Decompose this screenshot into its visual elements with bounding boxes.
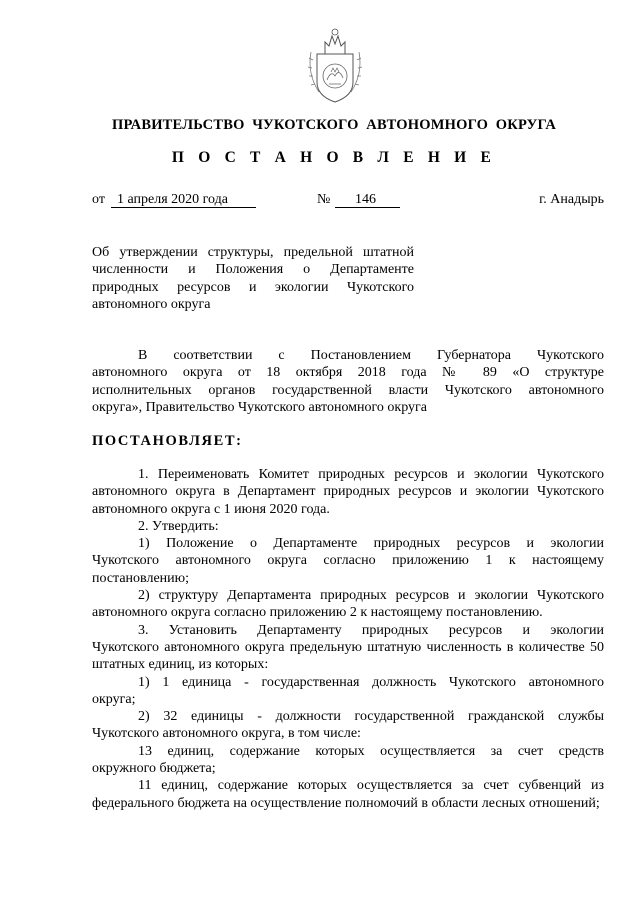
paragraph-text: федерального бюджета на осуществление полномочий в области лесных отношений; bbox=[92, 795, 600, 811]
preamble-line: исполнительных органов государственной власти Чукотского автономного bbox=[92, 382, 604, 398]
paragraph-first-line: 13 единиц, содержание которых осуществляется за счет средств bbox=[138, 743, 604, 759]
paragraph-text: округа; bbox=[92, 691, 136, 707]
paragraph-text: окружного бюджета; bbox=[92, 761, 216, 777]
paragraph-first-line: 2) 32 единицы - должности государственной гражданской службы bbox=[138, 709, 604, 725]
paragraph-first-line: 1) 1 единица - государственная должность Чукотского автономного bbox=[138, 674, 604, 690]
coat-of-arms-emblem bbox=[305, 24, 365, 106]
document-meta-row bbox=[92, 192, 604, 212]
subject-line: Об утверждении структуры, предельной штатной bbox=[92, 245, 414, 260]
paragraph-first-line: 1) Положение о Департаменте природных ресурсов и экологии bbox=[138, 536, 604, 552]
subject-line: природных ресурсов и экологии Чукотского bbox=[92, 279, 414, 295]
preamble-line: автономного округа от 18 октября 2018 года № 89 «О структуре bbox=[92, 365, 604, 381]
resolution-body bbox=[92, 466, 604, 812]
subject-line: численности и Положения о Департаменте bbox=[92, 262, 414, 278]
paragraph-first-line: 11 единиц, содержание которых осуществляется за счет субвенций из bbox=[138, 778, 604, 794]
document-type-heading: П О С Т А Н О В Л Е Н И Е bbox=[171, 149, 497, 166]
paragraph-first-line: 1. Переименовать Комитет природных ресурсов и экологии Чукотского bbox=[138, 467, 604, 482]
paragraph-text: Чукотского автономного округа согласно приложению 1 к настоящему постановлению; bbox=[92, 553, 604, 586]
preamble-line: В соответствии с Постановлением Губернатора Чукотского bbox=[138, 348, 604, 363]
number-prefix: № bbox=[317, 192, 331, 207]
paragraph-first-line: 2. Утвердить: bbox=[138, 518, 219, 534]
paragraph-text: Чукотского автономного округа предельную штатную численность в количестве 50 штатных единиц, из которых: bbox=[92, 639, 604, 673]
paragraph-text: автономного округа согласно приложению 2 к настоящему постановлению. bbox=[92, 605, 543, 621]
document-number-field bbox=[335, 192, 400, 208]
preamble bbox=[92, 347, 604, 416]
paragraph-text: Чукотского автономного округа, в том числе: bbox=[92, 726, 361, 742]
document-number: 146 bbox=[355, 192, 376, 207]
paragraph-first-line: 3. Установить Департаменту природных ресурсов и экологии bbox=[138, 622, 604, 638]
document-date: 1 апреля 2020 года bbox=[117, 192, 228, 207]
resolve-heading: ПОСТАНОВЛЯЕТ: bbox=[92, 433, 243, 449]
preamble-line: округа», Правительство Чукотского автономного округа bbox=[92, 399, 427, 415]
government-title: ПРАВИТЕЛЬСТВО ЧУКОТСКОГО АВТОНОМНОГО ОКРУГА bbox=[111, 117, 557, 133]
document-date-field bbox=[111, 192, 256, 208]
paragraph-first-line: 2) структуру Департамента природных ресурсов и экологии Чукотского bbox=[138, 588, 604, 604]
subject-line: автономного округа bbox=[92, 296, 211, 312]
paragraph-text: автономного округа в Департамент природных ресурсов и экологии Чукотского автономного округа с 1 июня 2020 года. bbox=[92, 484, 604, 517]
city-name: г. Анадырь bbox=[539, 192, 604, 207]
document-subject bbox=[92, 244, 414, 313]
date-prefix: от bbox=[92, 192, 105, 207]
